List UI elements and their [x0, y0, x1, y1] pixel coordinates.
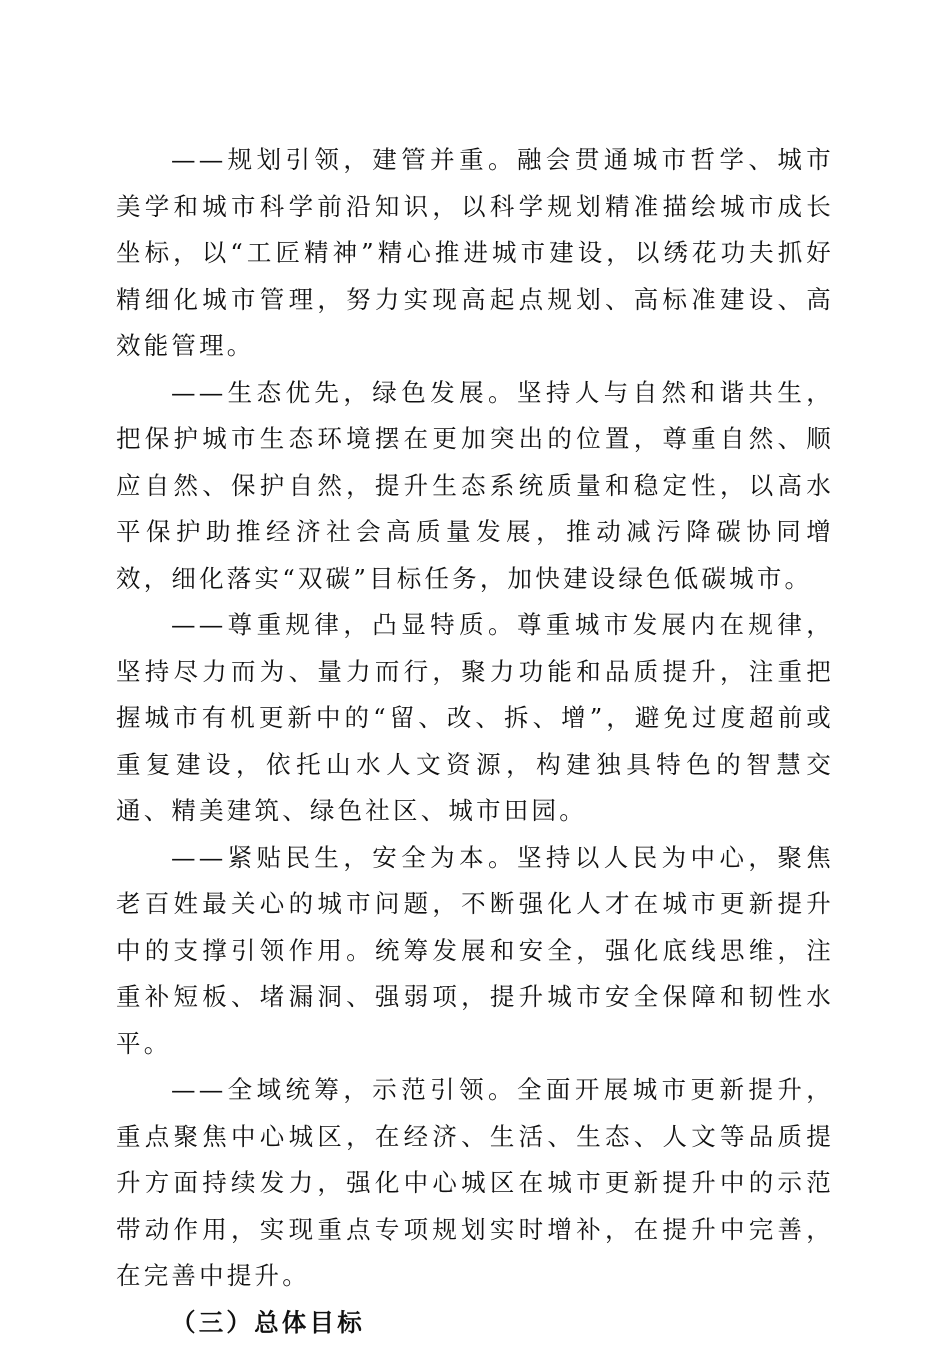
- paragraph-ecology-first: ——生态优先，绿色发展。坚持人与自然和谐共生，把保护城市生态环境摆在更加突出的位置，尊重自然、顺应自然、保护自然，提升生态系统质量和稳定性，以高水平保护助推经济社会高质量发展，推动减污降碳协同增效，细化落实“双碳”目标任务，加快建设绿色低碳城市。: [116, 370, 834, 603]
- paragraph-overall-coordination: ——全域统筹，示范引领。全面开展城市更新提升，重点聚焦中心城区，在经济、生活、生态、人文等品质提升方面持续发力，强化中心城区在城市更新提升中的示范带动作用，实现重点专项规划实时增补，在提升中完善，在完善中提升。: [116, 1067, 834, 1300]
- paragraph-livelihood-safety: ——紧贴民生，安全为本。坚持以人民为中心，聚焦老百姓最关心的城市问题，不断强化人才在城市更新提升中的支撑引领作用。统筹发展和安全，强化底线思维，注重补短板、堵漏洞、强弱项，提升城市安全保障和韧性水平。: [116, 835, 834, 1068]
- paragraph-respect-laws: ——尊重规律，凸显特质。尊重城市发展内在规律，坚持尽力而为、量力而行，聚力功能和品质提升，注重把握城市有机更新中的“留、改、拆、增”，避免过度超前或重复建设，依托山水人文资源，构建独具特色的智慧交通、精美建筑、绿色社区、城市田园。: [116, 602, 834, 835]
- section-heading-overall-goals: （三）总体目标: [116, 1300, 834, 1346]
- paragraph-planning-guidance: ——规划引领，建管并重。融会贯通城市哲学、城市美学和城市科学前沿知识，以科学规划精准描绘城市成长坐标，以“工匠精神”精心推进城市建设，以绣花功夫抓好精细化城市管理，努力实现高起点规划、高标准建设、高效能管理。: [116, 137, 834, 370]
- document-body: [116, 137, 834, 1346]
